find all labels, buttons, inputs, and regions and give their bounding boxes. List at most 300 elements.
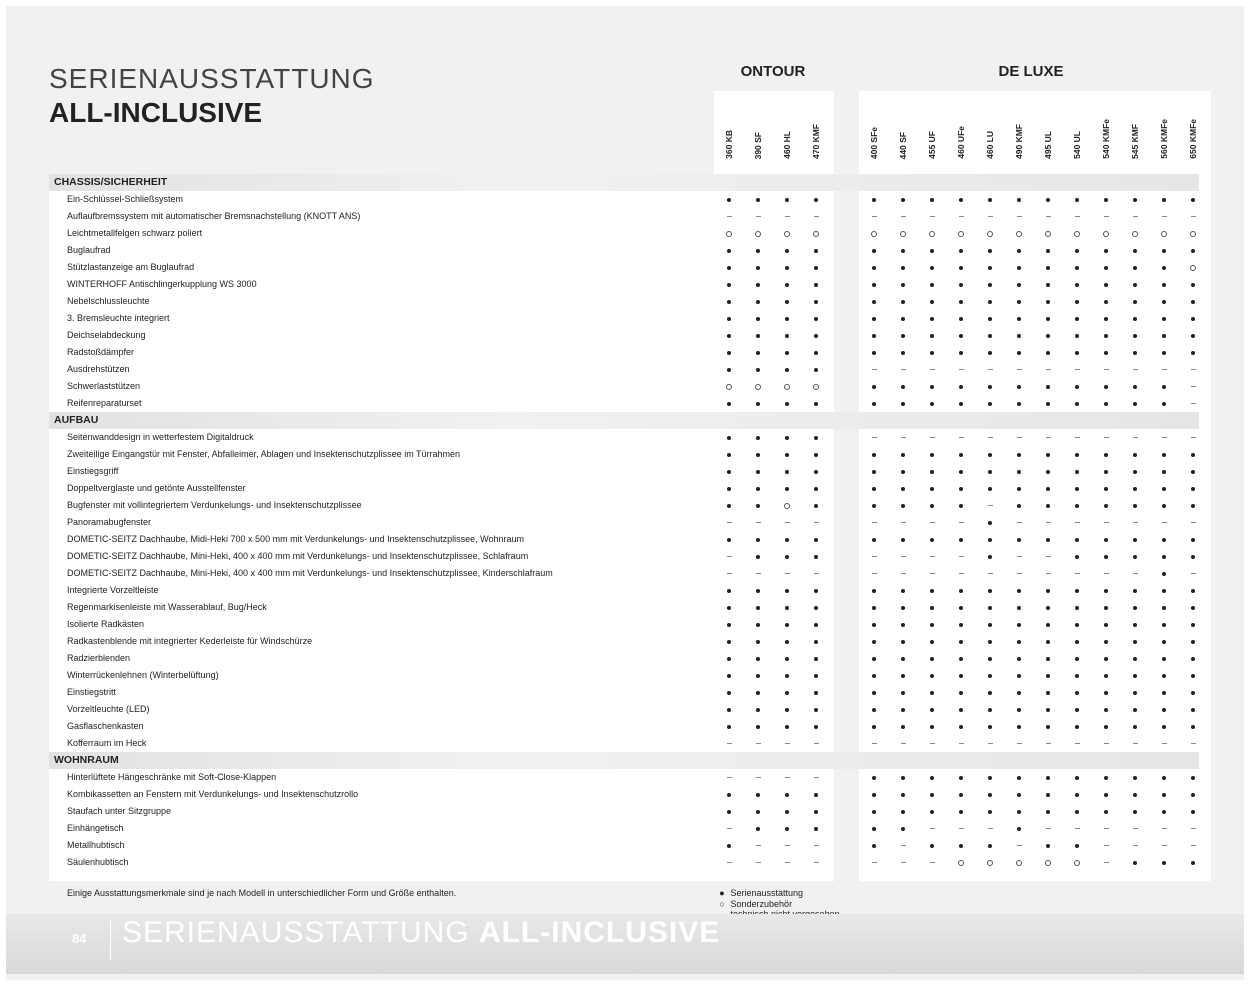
standard-dot xyxy=(901,266,905,270)
standard-dot xyxy=(1191,861,1195,865)
optional-ring xyxy=(987,860,993,866)
availability-cell xyxy=(890,531,916,548)
availability-cell xyxy=(1006,548,1032,565)
availability-cell xyxy=(1064,344,1090,361)
availability-cell xyxy=(890,497,916,514)
availability-cell xyxy=(890,429,916,446)
availability-cell xyxy=(1035,684,1061,701)
availability-cell xyxy=(1035,293,1061,310)
standard-dot xyxy=(1133,198,1137,202)
availability-cell xyxy=(890,701,916,718)
availability-cell xyxy=(716,429,742,446)
availability-cell xyxy=(716,667,742,684)
standard-dot xyxy=(930,708,934,712)
availability-cell xyxy=(803,667,829,684)
availability-cell xyxy=(948,446,974,463)
availability-cell xyxy=(1006,735,1032,752)
availability-cell xyxy=(774,242,800,259)
not-available-dash xyxy=(814,216,819,217)
availability-cell xyxy=(1180,548,1206,565)
feature-label: Einhängetisch xyxy=(67,823,124,833)
availability-cell xyxy=(1151,327,1177,344)
availability-cell xyxy=(890,225,916,242)
optional-ring xyxy=(1016,860,1022,866)
availability-cell xyxy=(919,582,945,599)
availability-cell xyxy=(1006,565,1032,582)
availability-cell xyxy=(919,480,945,497)
availability-cell xyxy=(977,531,1003,548)
availability-cell xyxy=(745,225,771,242)
availability-cell xyxy=(919,293,945,310)
standard-dot xyxy=(727,844,731,848)
availability-cell xyxy=(1151,446,1177,463)
availability-cell xyxy=(716,293,742,310)
availability-cell xyxy=(716,684,742,701)
standard-dot xyxy=(872,334,876,338)
standard-dot xyxy=(1017,674,1021,678)
availability-cell xyxy=(716,718,742,735)
standard-dot xyxy=(727,198,731,202)
not-available-dash xyxy=(930,862,935,863)
model-header xyxy=(1151,89,1177,159)
standard-dot xyxy=(1017,725,1021,729)
standard-dot xyxy=(1017,351,1021,355)
availability-cell xyxy=(1122,259,1148,276)
availability-cell xyxy=(1035,565,1061,582)
availability-cell xyxy=(1180,701,1206,718)
not-available-dash xyxy=(959,573,964,574)
standard-dot xyxy=(727,674,731,678)
availability-cell xyxy=(1035,786,1061,803)
standard-dot xyxy=(756,470,760,474)
standard-dot xyxy=(959,725,963,729)
standard-dot xyxy=(727,589,731,593)
standard-dot xyxy=(1046,623,1050,627)
not-available-dash xyxy=(1133,369,1138,370)
availability-cell xyxy=(948,820,974,837)
availability-cell xyxy=(861,582,887,599)
standard-dot xyxy=(756,691,760,695)
standard-dot xyxy=(756,555,760,559)
standard-dot xyxy=(930,487,934,491)
standard-dot xyxy=(727,368,731,372)
standard-dot xyxy=(901,623,905,627)
standard-dot xyxy=(1104,300,1108,304)
standard-dot xyxy=(988,300,992,304)
availability-cell xyxy=(1093,191,1119,208)
not-available-dash xyxy=(1075,743,1080,744)
standard-dot xyxy=(872,504,876,508)
availability-cell xyxy=(1122,446,1148,463)
availability-cell xyxy=(774,837,800,854)
availability-cell xyxy=(1064,361,1090,378)
feature-label: Auflaufbremssystem mit automatischer Bremsnachstellung (KNOTT ANS) xyxy=(67,211,361,221)
availability-cell xyxy=(919,225,945,242)
standard-dot xyxy=(1104,385,1108,389)
availability-cell xyxy=(716,582,742,599)
not-available-dash xyxy=(756,845,761,846)
standard-dot xyxy=(814,470,818,474)
standard-dot xyxy=(1046,725,1050,729)
standard-dot xyxy=(1191,249,1195,253)
not-available-dash xyxy=(901,743,906,744)
standard-dot xyxy=(1162,198,1166,202)
standard-dot xyxy=(785,453,789,457)
availability-cell xyxy=(1006,463,1032,480)
availability-cell xyxy=(1180,327,1206,344)
standard-dot xyxy=(727,708,731,712)
standard-dot xyxy=(1104,708,1108,712)
not-available-dash xyxy=(1104,828,1109,829)
availability-cell xyxy=(861,514,887,531)
standard-dot xyxy=(959,385,963,389)
standard-dot xyxy=(872,470,876,474)
standard-dot xyxy=(756,793,760,797)
standard-dot xyxy=(1075,691,1079,695)
feature-label: Vorzeltleuchte (LED) xyxy=(67,704,150,714)
standard-dot xyxy=(1075,708,1079,712)
model-header xyxy=(1064,89,1090,159)
availability-cell xyxy=(1151,259,1177,276)
availability-cell xyxy=(1151,463,1177,480)
availability-cell xyxy=(977,208,1003,225)
standard-dot xyxy=(1162,589,1166,593)
legend-symbol: ○ xyxy=(719,898,725,909)
standard-dot xyxy=(1191,640,1195,644)
standard-dot xyxy=(988,674,992,678)
model-header-label: 400 SFe xyxy=(869,126,879,159)
availability-cell xyxy=(1006,786,1032,803)
standard-dot xyxy=(988,402,992,406)
availability-cell xyxy=(948,582,974,599)
standard-dot xyxy=(1133,470,1137,474)
availability-cell xyxy=(774,565,800,582)
standard-dot xyxy=(901,589,905,593)
availability-cell xyxy=(861,463,887,480)
availability-cell xyxy=(803,854,829,871)
availability-cell xyxy=(919,650,945,667)
standard-dot xyxy=(1017,198,1021,202)
standard-dot xyxy=(1162,487,1166,491)
availability-cell xyxy=(745,616,771,633)
availability-cell xyxy=(1035,361,1061,378)
standard-dot xyxy=(1017,657,1021,661)
standard-dot xyxy=(959,776,963,780)
standard-dot xyxy=(901,538,905,542)
standard-dot xyxy=(988,521,992,525)
availability-cell xyxy=(774,276,800,293)
availability-cell xyxy=(803,191,829,208)
standard-dot xyxy=(930,283,934,287)
standard-dot xyxy=(814,538,818,542)
availability-cell xyxy=(977,344,1003,361)
availability-cell xyxy=(1122,208,1148,225)
group-ontour: ONTOUR xyxy=(740,63,806,80)
standard-dot xyxy=(1075,283,1079,287)
standard-dot xyxy=(959,606,963,610)
availability-cell xyxy=(1151,361,1177,378)
feature-label: Schwerlaststützen xyxy=(67,381,141,391)
availability-cell xyxy=(803,837,829,854)
not-available-dash xyxy=(988,573,993,574)
availability-cell xyxy=(774,735,800,752)
availability-cell xyxy=(745,446,771,463)
model-header xyxy=(1180,89,1206,159)
standard-dot xyxy=(1104,504,1108,508)
feature-label: Regenmarkisenleiste mit Wasserablauf, Bug/Heck xyxy=(67,602,267,612)
standard-dot xyxy=(1191,487,1195,491)
availability-cell xyxy=(919,463,945,480)
availability-cell xyxy=(803,361,829,378)
standard-dot xyxy=(1075,810,1079,814)
standard-dot xyxy=(785,300,789,304)
standard-dot xyxy=(959,351,963,355)
availability-cell xyxy=(1064,735,1090,752)
standard-dot xyxy=(756,487,760,491)
optional-ring xyxy=(813,231,819,237)
not-available-dash xyxy=(1162,845,1167,846)
availability-cell xyxy=(1006,514,1032,531)
availability-cell xyxy=(1064,259,1090,276)
feature-label: Radzierblenden xyxy=(67,653,131,663)
availability-cell xyxy=(803,446,829,463)
standard-dot xyxy=(959,249,963,253)
feature-label: Bugfenster mit vollintegriertem Verdunkelungs- und Insektenschutzplissee xyxy=(67,500,362,510)
feature-label: Seitenwanddesign in wetterfestem Digitaldruck xyxy=(67,432,254,442)
standard-dot xyxy=(1191,674,1195,678)
legend-item xyxy=(716,899,840,910)
model-header-label: 460 UFe xyxy=(956,126,966,159)
availability-cell xyxy=(919,395,945,412)
optional-ring xyxy=(813,384,819,390)
availability-cell xyxy=(1122,854,1148,871)
standard-dot xyxy=(1075,249,1079,253)
availability-cell xyxy=(919,514,945,531)
section-bar xyxy=(49,752,1199,769)
availability-cell xyxy=(861,599,887,616)
section-bar xyxy=(49,174,1199,191)
availability-cell xyxy=(1180,225,1206,242)
availability-cell xyxy=(1006,582,1032,599)
not-available-dash xyxy=(959,216,964,217)
standard-dot xyxy=(1075,453,1079,457)
availability-cell xyxy=(716,191,742,208)
availability-cell xyxy=(1122,616,1148,633)
availability-cell xyxy=(977,650,1003,667)
not-available-dash xyxy=(785,573,790,574)
availability-cell xyxy=(1180,667,1206,684)
not-available-dash xyxy=(1017,437,1022,438)
standard-dot xyxy=(1191,708,1195,712)
not-available-dash xyxy=(1046,556,1051,557)
standard-dot xyxy=(1075,793,1079,797)
availability-cell xyxy=(977,378,1003,395)
standard-dot xyxy=(959,810,963,814)
availability-cell xyxy=(861,344,887,361)
availability-cell xyxy=(1093,497,1119,514)
standard-dot xyxy=(1046,300,1050,304)
not-available-dash xyxy=(901,573,906,574)
availability-cell xyxy=(890,599,916,616)
standard-dot xyxy=(727,266,731,270)
availability-cell xyxy=(1122,463,1148,480)
standard-dot xyxy=(727,334,731,338)
availability-cell xyxy=(977,276,1003,293)
feature-label: Einstiegstritt xyxy=(67,687,117,697)
availability-cell xyxy=(1064,208,1090,225)
standard-dot xyxy=(756,300,760,304)
standard-dot xyxy=(988,844,992,848)
availability-cell xyxy=(1180,633,1206,650)
standard-dot xyxy=(959,793,963,797)
availability-cell xyxy=(861,616,887,633)
standard-dot xyxy=(814,453,818,457)
availability-cell xyxy=(919,276,945,293)
availability-cell xyxy=(1093,446,1119,463)
standard-dot xyxy=(1046,402,1050,406)
availability-cell xyxy=(977,735,1003,752)
standard-dot xyxy=(901,606,905,610)
availability-cell xyxy=(745,854,771,871)
availability-cell xyxy=(977,684,1003,701)
standard-dot xyxy=(1075,555,1079,559)
availability-cell xyxy=(774,429,800,446)
availability-cell xyxy=(919,667,945,684)
availability-cell xyxy=(890,327,916,344)
not-available-dash xyxy=(1104,573,1109,574)
availability-cell xyxy=(803,480,829,497)
standard-dot xyxy=(814,708,818,712)
feature-label: DOMETIC-SEITZ Dachhaube, Mini-Heki, 400 x 400 mm mit Verdunkelungs- und Insektenschutzplissee, Schlafraum xyxy=(67,551,529,561)
not-available-dash xyxy=(727,573,732,574)
standard-dot xyxy=(1162,572,1166,576)
availability-cell xyxy=(1093,650,1119,667)
feature-label: Buglaufrad xyxy=(67,245,111,255)
availability-cell xyxy=(1006,599,1032,616)
standard-dot xyxy=(1191,810,1195,814)
availability-cell xyxy=(948,684,974,701)
standard-dot xyxy=(930,674,934,678)
standard-dot xyxy=(1017,538,1021,542)
availability-cell xyxy=(1122,735,1148,752)
standard-dot xyxy=(872,589,876,593)
standard-dot xyxy=(1191,725,1195,729)
availability-cell xyxy=(774,718,800,735)
standard-dot xyxy=(756,249,760,253)
availability-cell xyxy=(948,565,974,582)
not-available-dash xyxy=(901,862,906,863)
availability-cell xyxy=(1006,208,1032,225)
availability-cell xyxy=(1006,837,1032,854)
availability-cell xyxy=(1064,701,1090,718)
standard-dot xyxy=(1075,674,1079,678)
not-available-dash xyxy=(1191,369,1196,370)
standard-dot xyxy=(930,538,934,542)
availability-cell xyxy=(919,497,945,514)
standard-dot xyxy=(756,657,760,661)
standard-dot xyxy=(930,453,934,457)
availability-cell xyxy=(1064,242,1090,259)
standard-dot xyxy=(1017,810,1021,814)
availability-cell xyxy=(861,701,887,718)
optional-ring xyxy=(929,231,935,237)
availability-cell xyxy=(948,208,974,225)
availability-cell xyxy=(1035,463,1061,480)
not-available-dash xyxy=(785,777,790,778)
availability-cell xyxy=(1151,616,1177,633)
availability-cell xyxy=(1006,633,1032,650)
availability-cell xyxy=(1180,310,1206,327)
availability-cell xyxy=(1006,361,1032,378)
not-available-dash xyxy=(1133,522,1138,523)
standard-dot xyxy=(1046,266,1050,270)
standard-dot xyxy=(1046,844,1050,848)
availability-cell xyxy=(861,633,887,650)
standard-dot xyxy=(959,623,963,627)
availability-cell xyxy=(1180,531,1206,548)
not-available-dash xyxy=(727,743,732,744)
availability-cell xyxy=(716,650,742,667)
standard-dot xyxy=(872,385,876,389)
availability-cell xyxy=(861,667,887,684)
standard-dot xyxy=(988,317,992,321)
availability-cell xyxy=(1093,769,1119,786)
availability-cell xyxy=(1180,684,1206,701)
standard-dot xyxy=(901,317,905,321)
availability-cell xyxy=(919,718,945,735)
availability-cell xyxy=(1093,242,1119,259)
standard-dot xyxy=(785,266,789,270)
not-available-dash xyxy=(872,437,877,438)
standard-dot xyxy=(756,436,760,440)
availability-cell xyxy=(1180,276,1206,293)
availability-cell xyxy=(745,684,771,701)
not-available-dash xyxy=(930,828,935,829)
standard-dot xyxy=(872,844,876,848)
availability-cell xyxy=(1093,310,1119,327)
model-header xyxy=(1093,89,1119,159)
standard-dot xyxy=(1191,351,1195,355)
standard-dot xyxy=(901,402,905,406)
legend-item xyxy=(716,888,840,899)
availability-cell xyxy=(774,361,800,378)
standard-dot xyxy=(1133,266,1137,270)
standard-dot xyxy=(1046,504,1050,508)
availability-cell xyxy=(890,191,916,208)
feature-label: Nebelschlussleuchte xyxy=(67,296,150,306)
availability-cell xyxy=(745,531,771,548)
standard-dot xyxy=(1162,725,1166,729)
standard-dot xyxy=(1162,334,1166,338)
availability-cell xyxy=(948,616,974,633)
availability-cell xyxy=(861,650,887,667)
availability-cell xyxy=(745,599,771,616)
standard-dot xyxy=(1162,317,1166,321)
availability-cell xyxy=(1180,803,1206,820)
availability-cell xyxy=(716,480,742,497)
standard-dot xyxy=(785,402,789,406)
availability-cell xyxy=(745,191,771,208)
availability-cell xyxy=(1006,616,1032,633)
availability-cell xyxy=(1093,735,1119,752)
standard-dot xyxy=(814,623,818,627)
availability-cell xyxy=(977,616,1003,633)
availability-cell xyxy=(1180,208,1206,225)
standard-dot xyxy=(1162,674,1166,678)
standard-dot xyxy=(930,640,934,644)
availability-cell xyxy=(1122,667,1148,684)
model-header xyxy=(890,89,916,159)
